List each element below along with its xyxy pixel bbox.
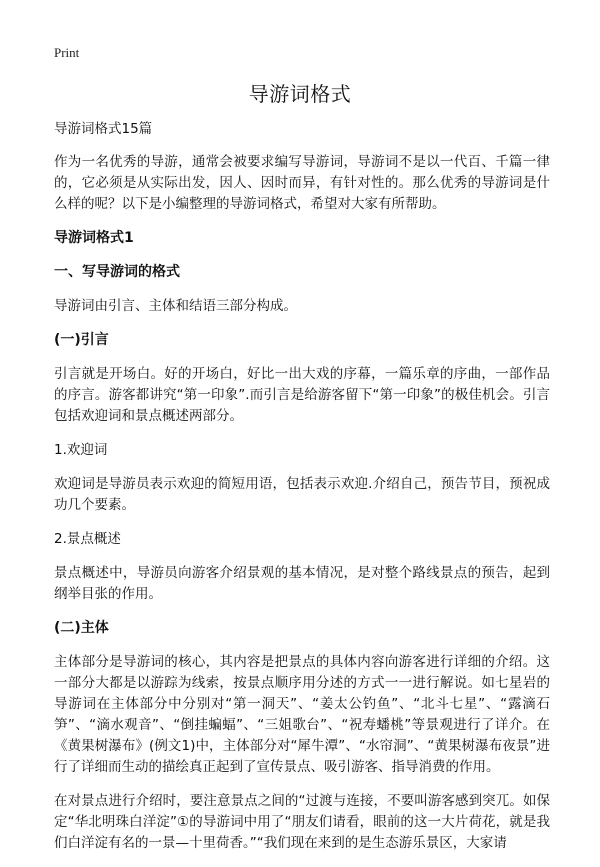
welcome-paragraph: 欢迎词是导游员表示欢迎的简短用语，包括表示欢迎.介绍自己，预告节目，预祝成功几个要素。 — [54, 476, 550, 513]
part1-heading: 一、写导游词的格式 — [54, 264, 180, 280]
intro-heading: (一)引言 — [54, 332, 109, 348]
section-title: 导游词格式1 — [54, 230, 134, 246]
print-link[interactable]: Print — [54, 45, 80, 60]
intro-paragraph: 作为一名优秀的导游，通常会被要求编写导游词，导游词不是以一代百、千篇一律的，它必须是从实际出发，因人、因时而异，有针对性的。那么优秀的导游词是什么样的呢？以下是小编整理的导游词格式，希望对大家有所帮助。 — [54, 154, 550, 212]
intro-section-paragraph: 引言就是开场白。好的开场白，好比一出大戏的序幕，一篇乐章的序曲，一部作品的序言。游客都讲究“第一印象”.而引言是给游客留下“第一印象”的极佳机会。引言包括欢迎词和景点概述两部分。 — [54, 366, 550, 424]
overview-label: 2.景点概述 — [54, 531, 121, 547]
part1-paragraph: 导游词由引言、主体和结语三部分构成。 — [54, 298, 297, 314]
body-paragraph-2: 在对景点进行介绍时，要注意景点之间的“过渡与连接，不要叫游客感到突兀。如保定“华北明珠白洋淀”①的导游词中用了“朋友们请看，眼前的这一大片荷花，就是我们白洋淀有名的一景—十里荷香。”“我们现在来到的是生态游乐景区，大家请 — [54, 793, 550, 851]
article-subtitle: 导游词格式15篇 — [54, 121, 153, 137]
page-title: 导游词格式 — [248, 82, 352, 106]
overview-paragraph: 景点概述中，导游员向游客介绍景观的基本情况，是对整个路线景点的预告，起到纲举目张的作用。 — [54, 565, 550, 602]
body-heading: (二)主体 — [54, 620, 109, 636]
body-paragraph-1: 主体部分是导游词的核心，其内容是把景点的具体内容向游客进行详细的介绍。这一部分大都是以游踪为线索，按景点顺序用分述的方式一一进行解说。如七星岩的导游词在主体部分中分别对“第一洞天”、“姜太公钓鱼”、“北斗七星”、“露滴石笋”、“滴水观音”、“倒挂蝙蝠”、“三姐歌台”、“祝寿蟠桃”等景观进行了详介。在《黄果树瀑布》(例文1)中，主体部分对“犀牛潭”、“水帘洞”、“黄果树瀑布夜景”进行了详细而生动的描绘真正起到了宣传景点、吸引游客、指导消费的作用。 — [54, 654, 550, 775]
article-body — [54, 119, 550, 867]
welcome-label: 1.欢迎词 — [54, 442, 108, 458]
